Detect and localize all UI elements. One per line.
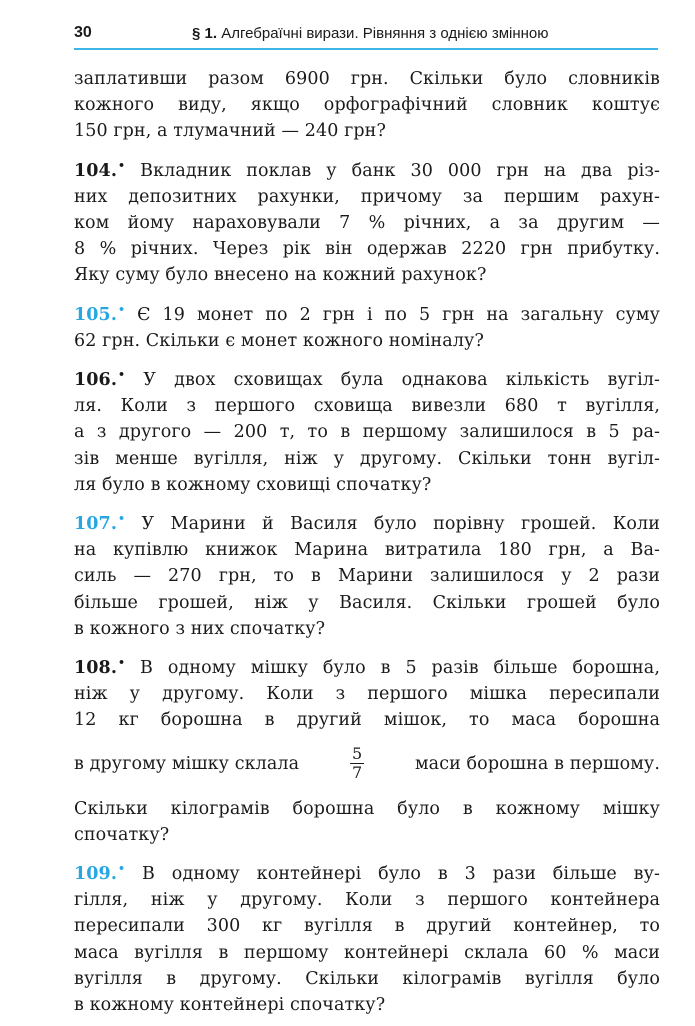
exercise-105 — [74, 297, 660, 354]
section-title-text: Алгебраїчні вирази. Рівняння з однією змінною — [221, 25, 549, 42]
exercise-104 — [74, 153, 660, 289]
text-line: в кожному контейнері спочатку? — [74, 995, 386, 1016]
text-line: Скільки кілограмів борошна було в кожному мішку — [74, 798, 660, 819]
text-line: 8 % річних. Через рік він одержав 2220 грн прибутку. — [74, 239, 660, 260]
text-line: 62 грн. Скільки є монет кожного номіналу? — [74, 330, 484, 351]
fraction-line — [74, 736, 660, 792]
difficulty-mark: • — [118, 368, 126, 382]
text-line: 104.• Вкладник поклав у банк 30 000 грн на два різ- — [74, 158, 660, 181]
text-line: 12 кг борошна в другий мішок, то маса борошна — [74, 710, 660, 731]
page-header — [74, 24, 658, 50]
exercise-number: 104.• — [74, 158, 126, 181]
page-content — [74, 66, 660, 1026]
text-line: них депозитних рахунки, причому за першим рахун- — [74, 186, 660, 207]
text-line: кожного виду, якщо орфографічний словник коштує — [74, 95, 660, 116]
fraction-denominator: 7 — [351, 763, 363, 783]
difficulty-mark: • — [118, 158, 126, 172]
text-line: більше грошей, ніж у Василя. Скільки грошей було — [74, 592, 660, 613]
text-line: ніж у другому. Коли з першого мішка пересипали — [74, 684, 660, 705]
text-line: 107.• У Марини й Василя було порівну грошей. Коли — [74, 512, 660, 535]
continuation-paragraph — [74, 66, 660, 145]
fraction-numerator: 5 — [351, 744, 363, 764]
exercise-107 — [74, 506, 660, 642]
exercise-108 — [74, 650, 660, 848]
text-line: гілля, ніж у другому. Коли з першого контейнера — [74, 890, 660, 911]
text-line: пересипали 300 кг вугілля в другий контейнер, то — [74, 916, 660, 937]
difficulty-mark: • — [118, 862, 126, 876]
exercise-number: 108.• — [74, 656, 126, 679]
difficulty-mark: • — [118, 656, 126, 670]
exercise-number: 107.• — [74, 512, 126, 535]
text-line: 108.• В одному мішку було в 5 разів більше борошна, — [74, 656, 660, 679]
text-line: вугілля в другому. Скільки кілограмів вугілля було — [74, 968, 660, 989]
page-number: 30 — [74, 24, 92, 41]
exercise-109 — [74, 856, 660, 1018]
difficulty-mark: • — [118, 512, 126, 526]
text-line: в кожного з них спочатку? — [74, 618, 326, 639]
fraction-text-after: маси борошна в першому. — [414, 753, 660, 774]
text-line: зів менше вугілля, ніж у другому. Скільки тонн вугіл- — [74, 448, 660, 469]
exercise-number: 105.• — [74, 302, 126, 325]
fraction-text-before: в другому мішку склала — [74, 753, 300, 774]
text-line: Яку суму було внесено на кожний рахунок? — [74, 265, 487, 286]
text-line: заплативши разом 6900 грн. Скільки було словників — [74, 69, 660, 89]
text-line: 106.• У двох сховищах була однакова кількість вугіл- — [74, 368, 660, 391]
section-sign: § 1. — [192, 25, 218, 42]
text-line: 150 грн, а тлумачний — 240 грн? — [74, 121, 386, 142]
fraction — [350, 745, 364, 782]
text-line: спочатку? — [74, 824, 170, 845]
text-line: 105.• Є 19 монет по 2 грн і по 5 грн на загальну суму — [74, 302, 660, 325]
exercise-number: 109.• — [74, 862, 126, 885]
text-line: силь — 270 грн, то в Марини залишилося у 2 рази — [74, 566, 660, 587]
exercise-106 — [74, 362, 660, 498]
difficulty-mark: • — [118, 302, 126, 316]
text-line: на купівлю книжок Марина витратила 180 грн, а Ва- — [74, 540, 660, 561]
text-line: маса вугілля в першому контейнері склала 60 % маси — [74, 942, 660, 963]
text-line: ля. Коли з першого сховища вивезли 680 т вугілля, — [74, 396, 660, 417]
text-line: ля було в кожному сховищі спочатку? — [74, 474, 432, 495]
text-line: а з другого — 200 т, то в першому залишилося в 5 ра- — [74, 422, 660, 443]
exercise-number: 106.• — [74, 368, 126, 391]
text-line: 109.• В одному контейнері було в 3 рази більше ву- — [74, 862, 660, 885]
section-title — [192, 25, 549, 42]
text-line: ком йому нараховували 7 % річних, а за другим — — [74, 213, 660, 234]
